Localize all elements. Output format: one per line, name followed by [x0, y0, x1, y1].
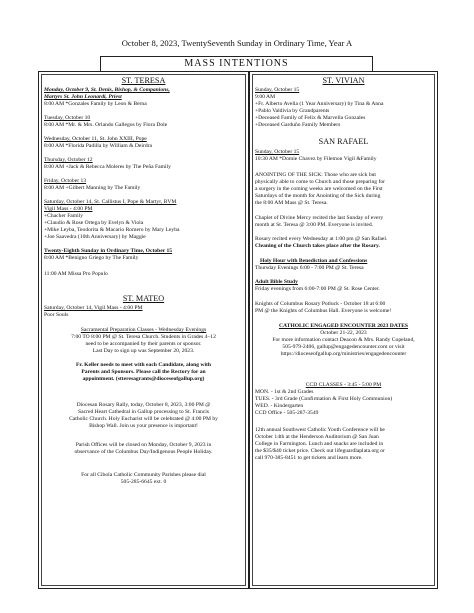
rally-line-2: Sacred Heart Cathedral in Gallup processing to St. Francis	[78, 409, 209, 415]
ccd-line-2: TUES. - 3rd Grade (Confirmation & First Holy Communion)	[255, 396, 393, 402]
saturday-heading-2: Vigil Mass - 4:00 PM	[44, 206, 93, 212]
heading-san-rafael: SAN RAFAEL	[318, 137, 369, 146]
anointing-line-3: a surgery in the coming weeks are welcomed on the First	[255, 186, 383, 192]
rafael-sunday-heading: Sunday, October 15	[255, 149, 300, 155]
vivian-sunday-heading: Sunday, October 15	[255, 87, 300, 93]
keller-line-3: appointment. (stteresagrants@dioceseofgallup.org)	[82, 376, 205, 382]
holy-hour-line: Thursday Evenings 6:00 - 7:00 PM @ St. Teresa	[255, 265, 364, 271]
sacramental-line-2: need to be accompanied by their parents or sponsor.	[85, 341, 202, 347]
mateo-saturday-intention: Poor Souls	[44, 312, 69, 318]
saturday-intention-2: +Claudio & Rose Ortega by Evelyn & Viola	[44, 220, 144, 226]
kofc-line-1: Knights of Columbus Rosary Potluck - October 18 at 6:00	[255, 301, 386, 307]
youth-line-3: College in Farmington. Lunch and snacks are included in	[255, 441, 384, 447]
cibola-line-1: For all Cibola Catholic Community Parishes please dial	[81, 472, 206, 478]
tuesday-intention: 8:00 AM *Mr. & Mrs. Orlando Gallegos by Flora Dole	[44, 122, 168, 128]
sunday-intention-2: 11:00 AM Missa Pro Populo	[44, 271, 108, 277]
sunday-heading: Twenty-Eighth Sunday in Ordinary Time, October 15	[44, 248, 173, 254]
saturday-intention-1: +Chacher Family	[44, 213, 84, 219]
keller-line-1: Fr. Keller needs to meet with each Candidate, along with	[75, 362, 212, 368]
anointing-line-2: physically able to come to Church and those preparing for	[255, 179, 386, 185]
anointing-line-4: Saturdays of the month for Anointing of the Sick during	[255, 193, 381, 199]
ccd-heading: CCD CLASSES - 3:45 - 5:00 PM	[305, 382, 382, 388]
thursday-heading: Thursday, October 12	[44, 157, 93, 163]
friday-intention: 8:00 AM +Gilbert Manning by The Family	[44, 185, 141, 191]
thursday-intention: 8:00 AM +Jack & Rebecca Moleres by The Peña Family	[44, 164, 171, 170]
chaplet-line-1: Chaplet of Divine Mercy recited the last Sunday of every	[255, 215, 384, 221]
rally-line-4: Bishop Wall. Join us your presence is important!	[89, 423, 198, 429]
heading-st-vivian: ST. VIVIAN	[322, 76, 365, 85]
saturday-intention-3: +Mike Leyba, Teodorita & Macario Romero by Mary Leyba	[44, 227, 180, 233]
saturday-heading: Saturday, October 14, St. Callistus I, Pope & Martyr, BVM	[44, 199, 177, 205]
sunday-intention-1: 8:00 AM *Benigno Griego by The Family	[44, 255, 139, 261]
wednesday-heading: Wednesday, October 11, St. John XXIII, Pope	[44, 136, 147, 142]
engaged-encounter-line-3: For more information contact Deacon & Mrs. Randy Copeland,	[272, 337, 415, 343]
rally-line-3: Catholic Church. Holy Eucharist will be celebrated @ 4:00 PM by	[69, 416, 218, 422]
date-line: October 8, 2023, TwentySeventh Sunday in Ordinary Time, Year A	[121, 38, 353, 48]
youth-line-4: the $35/$40 ticket price. Check out lifeguardlaplata.org or	[255, 448, 385, 454]
youth-line-2: October 14th at the Henderson Auditorium @ San Juan	[255, 434, 379, 440]
ccd-line-4: CCD Office - 505-287-3549	[255, 410, 319, 416]
youth-line-5: call 970-385-8451 to get tickets and learn more.	[255, 455, 363, 461]
rafael-intention-1: 10:30 AM *Domie Chavez by Filemon Vigil &Family	[255, 156, 377, 162]
parish-offices-line-2: observance of the Columbus Day/Indigenous People Holiday.	[74, 449, 213, 455]
monday-heading-2: Martyrs St. John Leonardi, Priest	[44, 94, 122, 100]
vivian-intention-3: +Deceased Family of Felix & Marvella Gonzales	[255, 115, 366, 121]
bible-study-line: Friday evenings from 6:00-7:00 PM @ St. Rose Center.	[255, 286, 380, 292]
rally-line-1: Diocesan Rosary Rally, today, October 8, 2023, 3:00 PM @	[76, 402, 211, 408]
holy-hour-heading: Holy Hour with Benediction and Confessions	[260, 258, 368, 264]
ccd-line-3: WED. - Kindergarten	[255, 403, 304, 409]
anointing-line-5: the 8:00 AM Mass @ St. Teresa.	[255, 200, 328, 206]
engaged-encounter-dates: October 21-22, 2023	[320, 330, 367, 336]
vivian-sunday-time: 9:00 AM	[255, 94, 276, 100]
engaged-encounter-link: https://dioceseofgallup.org/ministries/engagedencounter	[280, 351, 407, 357]
friday-heading: Friday, October 13	[44, 178, 87, 184]
youth-line-1: 12th annual Southwest Catholic Youth Conference will be	[255, 427, 385, 433]
rosary-line-2: Cleaning of the Church takes place after the Rosary.	[255, 243, 380, 249]
monday-intention: 8:00 AM *Gonzales Family by Leon & Berna	[44, 101, 147, 107]
page-title: MASS INTENTIONS	[100, 56, 373, 72]
chaplet-line-2: month at St. Teresa @ 3:00 PM. Everyone is invited.	[255, 222, 374, 228]
monday-heading: Monday, October 9, St. Denis, Bishop, & Companions,	[44, 87, 170, 93]
saturday-intention-4: +Joe Saavedra (10th Anniversary) by Maggie	[44, 234, 146, 240]
cibola-line-2: 505-285-6645 ext. 0	[120, 479, 167, 485]
vivian-intention-4: +Deceased Garduño Family Members	[255, 122, 341, 128]
sacramental-line-1: 7:00 TO 8:00 PM @ St. Teresa Church. Students in Grades 4–12	[71, 334, 216, 340]
mateo-saturday-heading: Saturday, October 14, Vigil Mass - 4:00 PM	[44, 305, 143, 311]
left-column	[38, 71, 249, 589]
rosary-line-1: Rosary recited every Wednesday at 1:00 pm @ San Rafael.	[255, 236, 388, 242]
tuesday-heading: Tuesday, October 10	[44, 115, 91, 121]
keller-line-2: Parents and Sponsors. Please call the Rectory for an	[81, 369, 206, 375]
wednesday-intention: 8:00 AM *Florida Padilla by William & Deirdra	[44, 143, 152, 149]
engaged-encounter-heading: CATHOLIC ENGAGED ENCOUNTER 2023 DATES	[278, 323, 409, 329]
sacramental-heading: Sacramental Preparation Classes - Wednesday Evenings	[80, 327, 207, 333]
anointing-line-1: ANOINTING OF THE SICK: Those who are sick but	[255, 172, 376, 178]
sacramental-line-3: Last Day to sign up was September 20, 2023.	[92, 348, 195, 354]
engaged-encounter-line-4: 505-979-2406, gallup@engagedencounter.com or visit	[282, 344, 405, 350]
bible-study-heading: Adult Bible Study	[255, 279, 298, 285]
vivian-intention-1: +Fr. Alberto Avella (1 Year Anniversary) by Tina & Anna	[255, 101, 384, 107]
vivian-intention-2: +Pablo Valdivia by Grandparents	[255, 108, 330, 114]
heading-st-mateo: ST. MATEO	[122, 294, 165, 303]
kofc-line-2: PM @ the Knights of Columbus Hall. Everyone is welcome!	[255, 308, 392, 314]
parish-offices-line-1: Parish Offices will be closed on Monday, October 9, 2023 in	[75, 442, 212, 448]
ccd-line-1: MON. - 1st & 2nd Grades	[255, 389, 314, 395]
heading-st-teresa: ST. TERESA	[121, 76, 166, 85]
right-column	[249, 71, 438, 589]
